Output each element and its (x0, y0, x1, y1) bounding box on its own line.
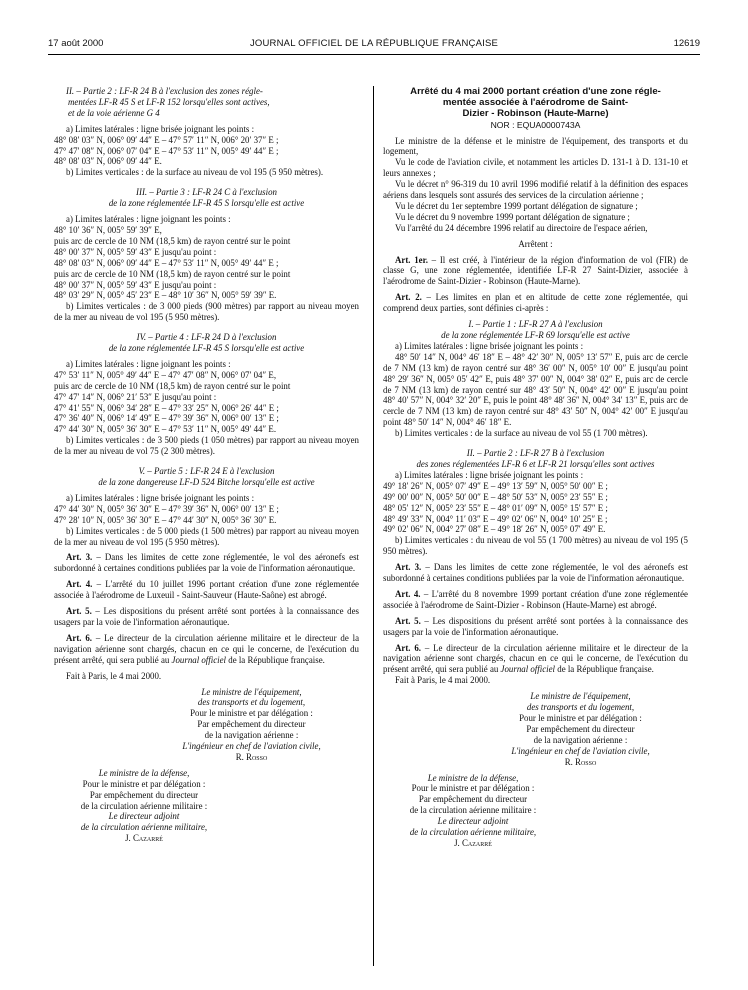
part4-lateral-limits: a) Limites latérales : ligne joignant les points : (66, 358, 231, 369)
article-4: Art. 4. – L'arrêté du 10 juillet 1996 portant création d'une zone réglementée associée à l'aérodrome de Luxeuil - Saint-Sauveur (Haute-Saône) est abrogé. (54, 579, 359, 601)
part2-lateral-limits: a) Limites latérales : ligne brisée joignant les points : (395, 469, 584, 480)
coord-line: 48° 05′ 12″ N, 005° 23′ 55″ E – 48° 01′ 09″ N, 005° 15′ 57″ E ; (383, 502, 608, 513)
decree-title: Arrêté du 4 mai 2000 portant création d'une zone régle- mentée associée à l'aérodrome de Saint- Dizier - Robinson (Haute-Marne) (410, 86, 661, 120)
coord-line: 47° 44′ 30″ N, 005° 36′ 30″ E – 47° 53′ 11″ N, 005° 49′ 44″ E. (54, 424, 277, 435)
coord-line: 48° 03′ 29″ N, 005° 45′ 23″ E – 48° 10′ 36″ N, 005° 59′ 39″ E. (54, 290, 277, 301)
page-header (48, 38, 700, 52)
visa-4: Vu le décret du 9 novembre 1999 portant délégation de signature ; (395, 211, 630, 222)
header-journal-title: JOURNAL OFFICIEL DE LA RÉPUBLIQUE FRANÇAISE (249, 38, 499, 49)
visa-5: Vu l'arrêté du 24 décembre 1996 relatif au directoire de l'espace aérien, (395, 222, 648, 233)
signatory-name: J. Cazarré (125, 833, 163, 844)
part1-title: I. – Partie 1 : LF-R 27 A à l'exclusion de la zone réglementée LF-R 69 lorsqu'elle est active (441, 319, 630, 341)
article-6: Art. 6. – Le directeur de la circulation aérienne militaire et le directeur de la navigation aérienne sont chargés, chacun en ce qui le concerne, de l'exécution du présent arrêté, qui sera publié au Journal officiel de la République française. (54, 632, 360, 665)
column-divider (373, 86, 374, 966)
article-6: Art. 6. – Le directeur de la circulation aérienne militaire et le directeur de la navigation aérienne sont chargés, chacun en ce qui le concerne, de l'exécution du présent arrêté, qui sera publié au Journal officiel de la République française. (383, 642, 689, 675)
part2-title: II. – Partie 2 : LF-R 24 B à l'exclusion des zones régle- mentées LF-R 45 S et LF-R 152 lorsqu'elles sont actives, et de la voie aérienne G 4 (66, 86, 270, 118)
coord-line: 47° 28′ 10″ N, 005° 36′ 30″ E – 47° 44′ 30″ N, 005° 36′ 30″ E. (54, 514, 277, 525)
part1-vertical-limits: b) Limites verticales : de la surface au niveau de vol 55 (1 700 mètres). (395, 428, 648, 439)
arc-line: puis arc de cercle de 10 NM (18,5 km) de rayon centré sur le point (54, 235, 291, 246)
coord-line: 48° 08′ 03″ N, 006° 09′ 44″ E. (54, 156, 162, 167)
coord-line: 49° 18′ 26″ N, 005° 07′ 49″ E – 49° 13′ 59″ N, 005° 50′ 00″ E ; (383, 480, 608, 491)
article-4: Art. 4. – L'arrêté du 8 novembre 1999 portant création d'une zone réglementée associée à l'aérodrome de Saint-Dizier - Robinson (Haute-Marne) est abrogé. (383, 588, 688, 610)
signatory-name: R. Rosso (564, 756, 597, 767)
visa-1: Vu le code de l'aviation civile, et notamment les articles D. 131-1 à D. 131-10 et leurs annexes ; (383, 157, 688, 179)
article-5: Art. 5. – Les dispositions du présent arrêté sont portées à la connaissance des usagers par la voie de l'information aéronautique. (383, 615, 688, 637)
article-3: Art. 3. – Dans les limites de cette zone réglementée, le vol des aéronefs est subordonné à certaines conditions publiées par la voie de l'information aéronautique. (383, 562, 688, 584)
part5-vertical-limits: b) Limites verticales : de 5 000 pieds (1 500 mètres) par rapport au niveau moyen de la mer au niveau de vol 195 (5 950 mètres). (54, 525, 359, 547)
article-1: Art. 1er. – Il est créé, à l'intérieur de la région d'information de vol (FIR) de classe G, une zone réglementée, identifiée LF-R 27 Saint-Dizier, associée à l'aérodrome de Saint-Dizier - Robinson (Haute-Marne). (383, 254, 688, 287)
arretent: Arrêtent : (518, 238, 553, 249)
part1-coordinates: 48° 50′ 14″ N, 004° 46′ 18″ E – 48° 42′ 30″ N, 005° 13′ 57″ E, puis arc de cercle de 7 NM (13 km) de rayon centré sur 48° 36′ 00″ N, 005° 10′ 00″ E jusqu'au point 48° 29′ 36″ N, 005° 05′ 42″ E, puis 48° 37′ 00″ N, 004° 38′ 02″ E, puis arc de cercle de 7 NM (13 km) de rayon centré sur 48° 43′ 50″ N, 004° 42′ 00″ E jusqu'au point 48° 40′ 57″ N, 004° 32′ 20″ E, puis le point 48° 48′ 36″ N, 004° 34′ 13″ E, puis arc de cercle de 7 NM (13 km) de rayon centré sur 48° 43′ 50″ N, 004° 42′ 00″ E jusqu'au point 48° 50′ 14″ N, 004° 46′ 18″ E. (383, 351, 688, 428)
intro-paragraph: Le ministre de la défense et le ministre de l'équipement, des transports et du logement, (383, 135, 688, 157)
article-5: Art. 5. – Les dispositions du présent arrêté sont portées à la connaissance des usagers par la voie de l'information aéronautique. (54, 606, 359, 627)
header-rule (48, 54, 700, 55)
visa-2: Vu le décret n° 96-319 du 10 avril 1996 modifié relatif à la définition des espaces aériens dans lesquels sont assurés des services de la circulation aérienne ; (383, 179, 688, 201)
part1-lateral-limits: a) Limites latérales : ligne brisée joignant les points : (395, 340, 584, 351)
coord-line: 48° 00′ 37″ N, 005° 59′ 43″ E jusqu'au point : (54, 279, 217, 290)
signature-block-defense: Le ministre de la défense, Pour le ministre et par délégation : Par empêchement du directeur de la circulation aérienne militaire : Le directeur adjoint de la circulation aérienne militaire, J. Cazarré (383, 773, 563, 849)
coord-line: 48° 00′ 37″ N, 005° 59′ 43″ E jusqu'au point : (54, 246, 217, 257)
part4-vertical-limits: b) Limites verticales : de 3 500 pieds (1 050 mètres) par rapport au niveau moyen de la mer au niveau de vol 75 (2 300 mètres). (54, 435, 359, 457)
coord-line: 48° 08′ 03″ N, 006° 09′ 44″ E – 47° 53′ 11″ N, 005° 49′ 44″ E ; (54, 257, 279, 268)
part3-title: III. – Partie 3 : LF-R 24 C à l'exclusion de la zone réglementée LF-R 45 S lorsqu'elle est active (108, 187, 305, 209)
coord-line: 49° 02′ 06″ N, 004° 27′ 08″ E – 49° 18′ 26″ N, 005° 07′ 49″ E. (383, 524, 606, 535)
part2-vertical-limits: b) Limites verticales : de la surface au niveau de vol 195 (5 950 mètres). (66, 167, 324, 178)
coord-line: 48° 49′ 33″ N, 004° 11′ 03″ E – 49° 02′ 06″ N, 004° 10′ 25″ E ; (383, 513, 608, 524)
part4-title: IV. – Partie 4 : LF-R 24 D à l'exclusion de la zone réglementée LF-R 45 S lorsqu'elle est active (108, 332, 305, 354)
coord-line: 47° 36′ 40″ N, 006° 14′ 49″ E – 47° 39′ 36″ N, 006° 00′ 13″ E ; (54, 413, 279, 424)
signature-block-defense: Le ministre de la défense, Pour le ministre et par délégation : Par empêchement du directeur de la circulation aérienne militaire : Le directeur adjoint de la circulation aérienne militaire, J. Cazarré (54, 768, 234, 844)
right-column (383, 86, 688, 849)
part3-lateral-limits: a) Limites latérales : ligne joignant les points : (66, 214, 231, 225)
part5-title: V. – Partie 5 : LF-R 24 E à l'exclusion de la zone dangereuse LF-D 524 Bitche lorsqu'elle est active (98, 466, 315, 487)
left-column (54, 86, 359, 844)
signed-place-date: Fait à Paris, le 4 mai 2000. (66, 670, 162, 681)
coord-line: 47° 47′ 14″ N, 006° 21′ 53″ E jusqu'au point : (54, 391, 217, 402)
part3-vertical-limits: b) Limites verticales : de 3 000 pieds (900 mètres) par rapport au niveau moyen de la mer au niveau de vol 195 (5 950 mètres). (54, 301, 359, 323)
coord-line: 47° 47′ 08″ N, 006° 07′ 04″ E – 47° 53′ 11″ N, 005° 49′ 44″ E ; (54, 145, 279, 156)
arc-line: puis arc de cercle de 10 NM (18,5 km) de rayon centré sur le point (54, 268, 291, 279)
signatory-name: R. Rosso (235, 751, 268, 762)
coord-line: 47° 53′ 11″ N, 005° 49′ 44″ E – 47° 47′ 08″ N, 006° 07′ 04″ E, (54, 369, 277, 380)
part2-vertical-limits: b) Limites verticales : du niveau de vol 55 (1 700 mètres) au niveau de vol 195 (5 950 mètres). (383, 535, 688, 557)
signatory-name: J. Cazarré (454, 837, 492, 848)
signature-block-equipment: Le ministre de l'équipement, des transports et du logement, Pour le ministre et par délégation : Par empêchement du directeur de la navigation aérienne : L'ingénieur en chef de l'aviation civile, R. Rosso (383, 691, 688, 767)
coord-line: 49° 00′ 00″ N, 005° 50′ 00″ E – 48° 50′ 53″ N, 005° 23′ 55″ E ; (383, 491, 608, 502)
coord-line: 48° 10′ 36″ N, 005° 59′ 39″ E, (54, 224, 162, 235)
signed-place-date: Fait à Paris, le 4 mai 2000. (395, 675, 491, 686)
article-2: Art. 2. – Les limites en plan et en altitude de cette zone réglementée, qui comprend deux parties, sont définies ci-après : (383, 292, 689, 314)
coord-line: 47° 41′ 55″ N, 006° 34′ 28″ E – 47° 33′ 25″ N, 006° 26′ 44″ E ; (54, 402, 279, 413)
header-page-number: 12619 (673, 38, 700, 49)
part2-title: II. – Partie 2 : LF-R 27 B à l'exclusion des zones réglementées LF-R 6 et LF-R 21 lorsqu'elles sont actives (416, 448, 655, 469)
visa-3: Vu le décret du 1er septembre 1999 portant délégation de signature ; (395, 200, 638, 211)
part5-lateral-limits: a) Limites latérales : ligne brisée joignant les points : (66, 492, 255, 503)
part2-lateral-limits: a) Limites latérales : ligne brisée joignant les points : (66, 123, 255, 134)
header-date: 17 août 2000 (48, 38, 104, 49)
coord-line: 48° 08′ 03″ N, 006° 09′ 44″ E – 47° 57′ 11″ N, 006° 20′ 37″ E ; (54, 134, 279, 145)
coord-line: 47° 44′ 30″ N, 005° 36′ 30″ E – 47° 39′ 36″ N, 006° 00′ 13″ E ; (54, 503, 279, 514)
signature-block-equipment: Le ministre de l'équipement, des transports et du logement, Pour le ministre et par délégation : Par empêchement du directeur de la navigation aérienne : L'ingénieur en chef de l'aviation civile, R. Rosso (54, 687, 359, 763)
nor-reference: NOR : EQUA0000743A (490, 119, 581, 130)
article-3: Art. 3. – Dans les limites de cette zone réglementée, le vol des aéronefs est subordonné à certaines conditions publiées par la voie de l'information aéronautique. (54, 552, 359, 574)
arc-line: puis arc de cercle de 10 NM (18,5 km) de rayon centré sur le point (54, 380, 291, 391)
